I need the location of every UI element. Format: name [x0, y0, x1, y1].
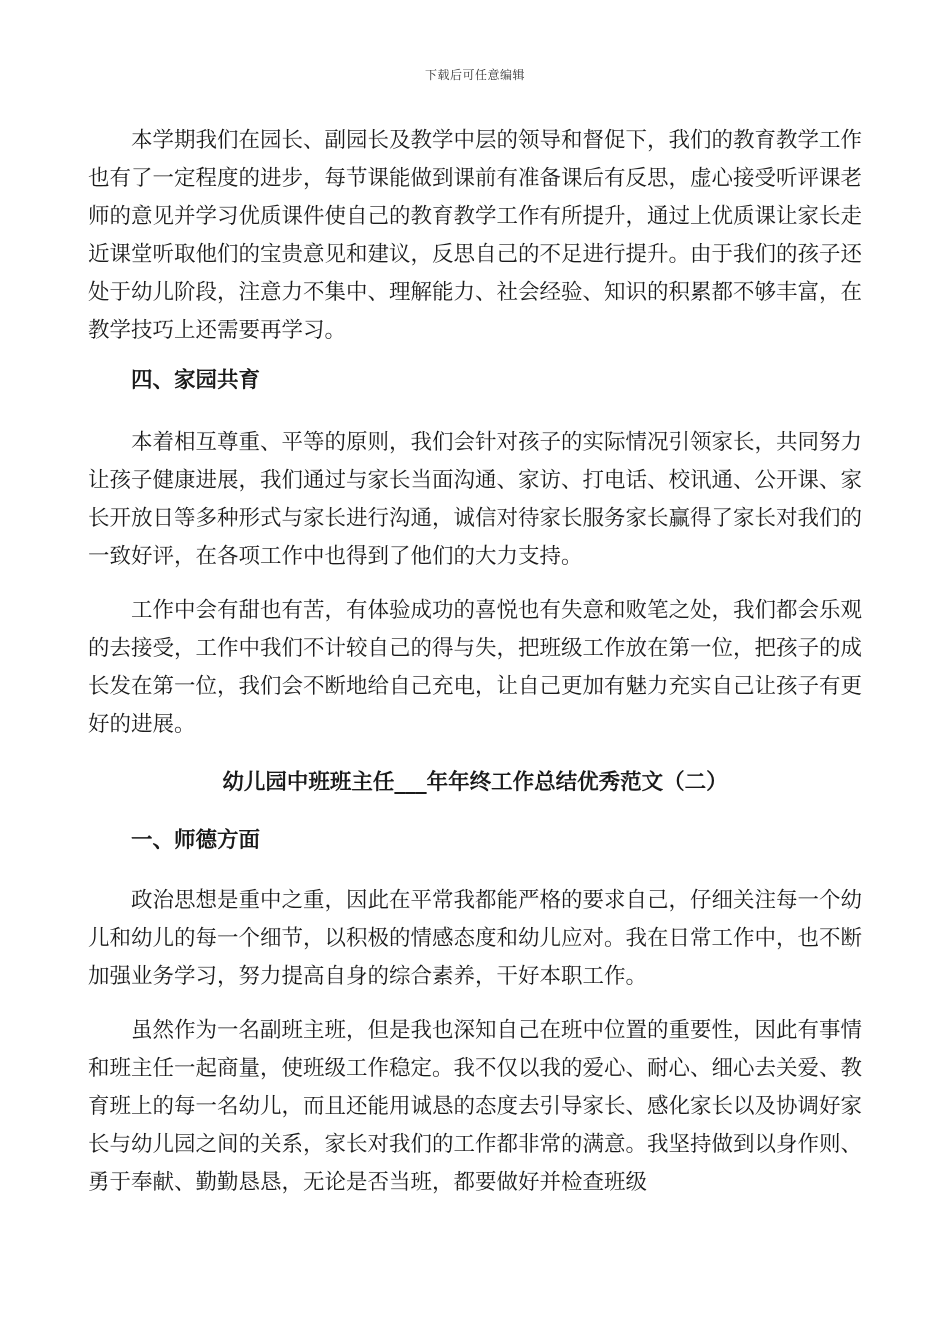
section-heading-ethics: 一、师德方面 [131, 828, 261, 853]
section-heading-home-school: 四、家园共育 [131, 368, 261, 393]
document-title: 幼儿园中班班主任___年年终工作总结优秀范文（二） [222, 770, 728, 795]
paragraph-political-thought: 政治思想是重中之重，因此在平常我都能严格的要求自己，仔细关注每一个幼儿和幼儿的每一个细节，以积极的情感态度和幼儿应对。我在日常工作中，也不断加强业务学习，努力提高自身的综合素养，干好本职工作。 [88, 888, 863, 989]
page-header: 下载后可任意编辑 [424, 68, 525, 82]
document-page [88, 0, 862, 1344]
paragraph-reflection: 工作中会有甜也有苦，有体验成功的喜悦也有失意和败笔之处，我们都会乐观的去接受，工作中我们不计较自己的得与失，把班级工作放在第一位，把孩子的成长发在第一位，我们会不断地给自己充电，让自己更加有魅力充实自己让孩子有更好的进展。 [88, 598, 863, 737]
paragraph-assistant-role: 虽然作为一名副班主班，但是我也深知自己在班中位置的重要性，因此有事情和班主任一起商量，使班级工作稳定。我不仅以我的爱心、耐心、细心去关爱、教育班上的每一名幼儿，而且还能用诚恳的态度去引导家长、感化家长以及协调好家长与幼儿园之间的关系，家长对我们的工作都非常的满意。我坚持做到以身作则、勇于奉献、勤勤恳恳，无论是否当班，都要做好并检查班级 [88, 1018, 863, 1195]
paragraph-home-school: 本着相互尊重、平等的原则，我们会针对孩子的实际情况引领家长，共同努力让孩子健康进展，我们通过与家长当面沟通、家访、打电话、校讯通、公开课、家长开放日等多种形式与家长进行沟通，诚信对待家长服务家长赢得了家长对我们的一致好评，在各项工作中也得到了他们的大力支持。 [88, 430, 863, 569]
paragraph-teaching-progress: 本学期我们在园长、副园长及教学中层的领导和督促下，我们的教育教学工作也有了一定程度的进步，每节课能做到课前有准备课后有反思，虚心接受听评课老师的意见并学习优质课件使自己的教育教学工作有所提升，通过上优质课让家长走近课堂听取他们的宝贵意见和建议，反思自己的不足进行提升。由于我们的孩子还处于幼儿阶段，注意力不集中、理解能力、社会经验、知识的积累都不够丰富，在教学技巧上还需要再学习。 [88, 128, 863, 343]
